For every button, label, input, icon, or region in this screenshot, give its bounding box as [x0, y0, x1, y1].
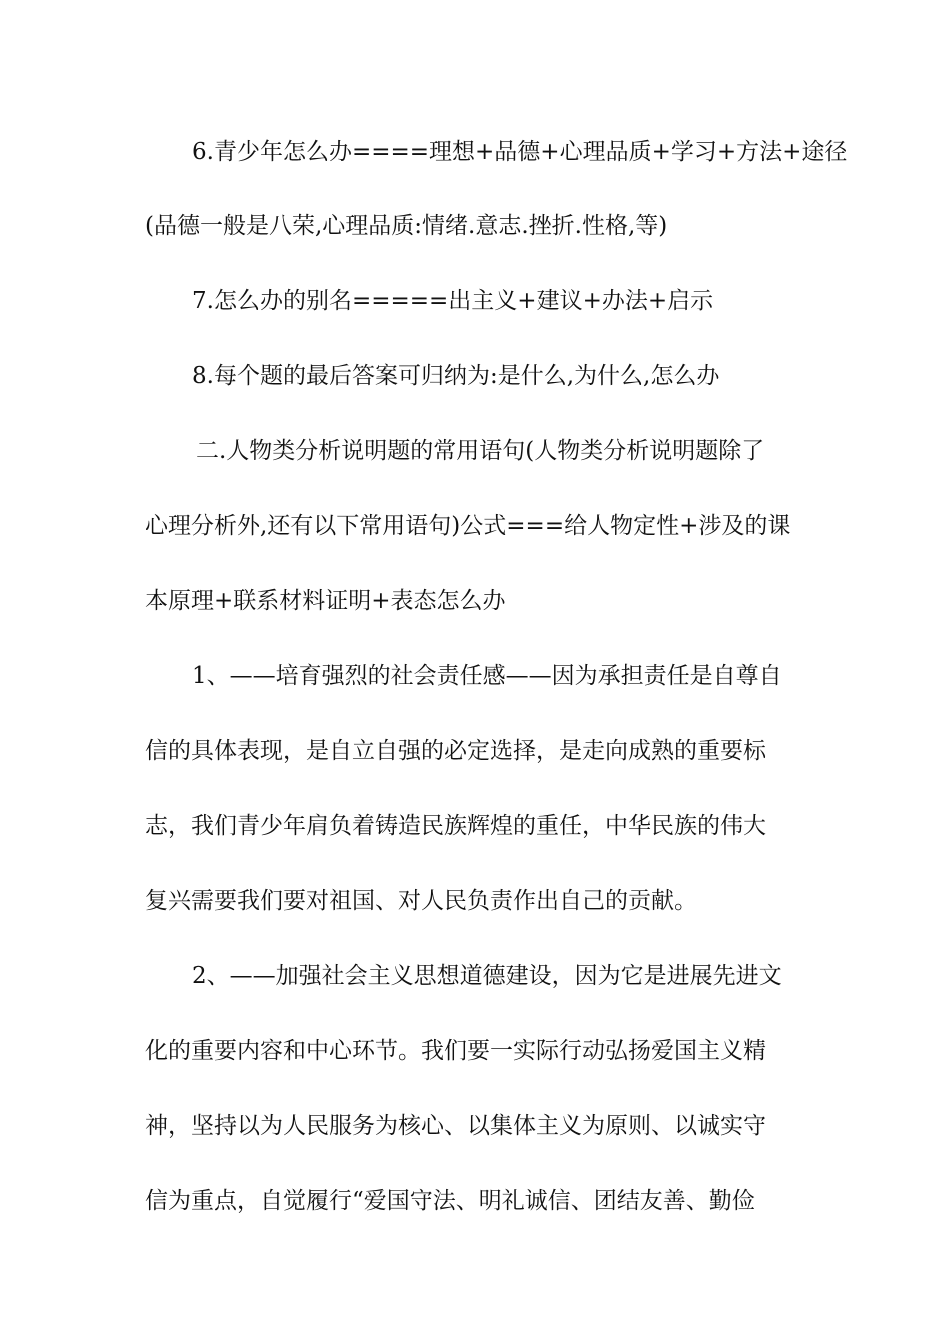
- section-heading-2-cont-2: 本原理+联系材料证明+表态怎么办: [145, 588, 506, 614]
- paragraph-1-line-2: 信的具体表现，是自立自强的必定选择，是走向成熟的重要标: [145, 738, 766, 764]
- paragraph-2-line-1: 2、——加强社会主义思想道德建设，因为它是进展先进文: [192, 963, 782, 989]
- paragraph-2-line-3: 神，坚持以为人民服务为核心、以集体主义为原则、以诚实守: [145, 1113, 766, 1139]
- section-heading-2-cont-1: 心理分析外,还有以下常用语句)公式===给人物定性+涉及的课: [145, 513, 791, 539]
- text-line-item-8: 8.每个题的最后答案可归纳为:是什么,为什么,怎么办: [192, 363, 720, 389]
- text-line-item-6: 6.青少年怎么办====理想+品德+心理品质+学习+方法+途径: [192, 139, 848, 165]
- paragraph-2-line-2: 化的重要内容和中心环节。我们要一实际行动弘扬爱国主义精: [145, 1038, 766, 1064]
- text-line-item-6-note: (品德一般是八荣,心理品质:情绪.意志.挫折.性格,等): [145, 213, 668, 239]
- paragraph-1-line-3: 志，我们青少年肩负着铸造民族辉煌的重任，中华民族的伟大: [145, 813, 766, 839]
- section-heading-2: 二.人物类分析说明题的常用语句(人物类分析说明题除了: [196, 438, 765, 464]
- paragraph-1-line-4: 复兴需要我们要对祖国、对人民负责作出自己的贡献。: [145, 888, 697, 914]
- paragraph-2-line-4: 信为重点，自觉履行“爱国守法、明礼诚信、团结友善、勤俭: [145, 1188, 755, 1214]
- paragraph-1-line-1: 1、——培育强烈的社会责任感——因为承担责任是自尊自: [192, 663, 782, 689]
- text-line-item-7: 7.怎么办的别名=====出主义+建议+办法+启示: [192, 288, 714, 314]
